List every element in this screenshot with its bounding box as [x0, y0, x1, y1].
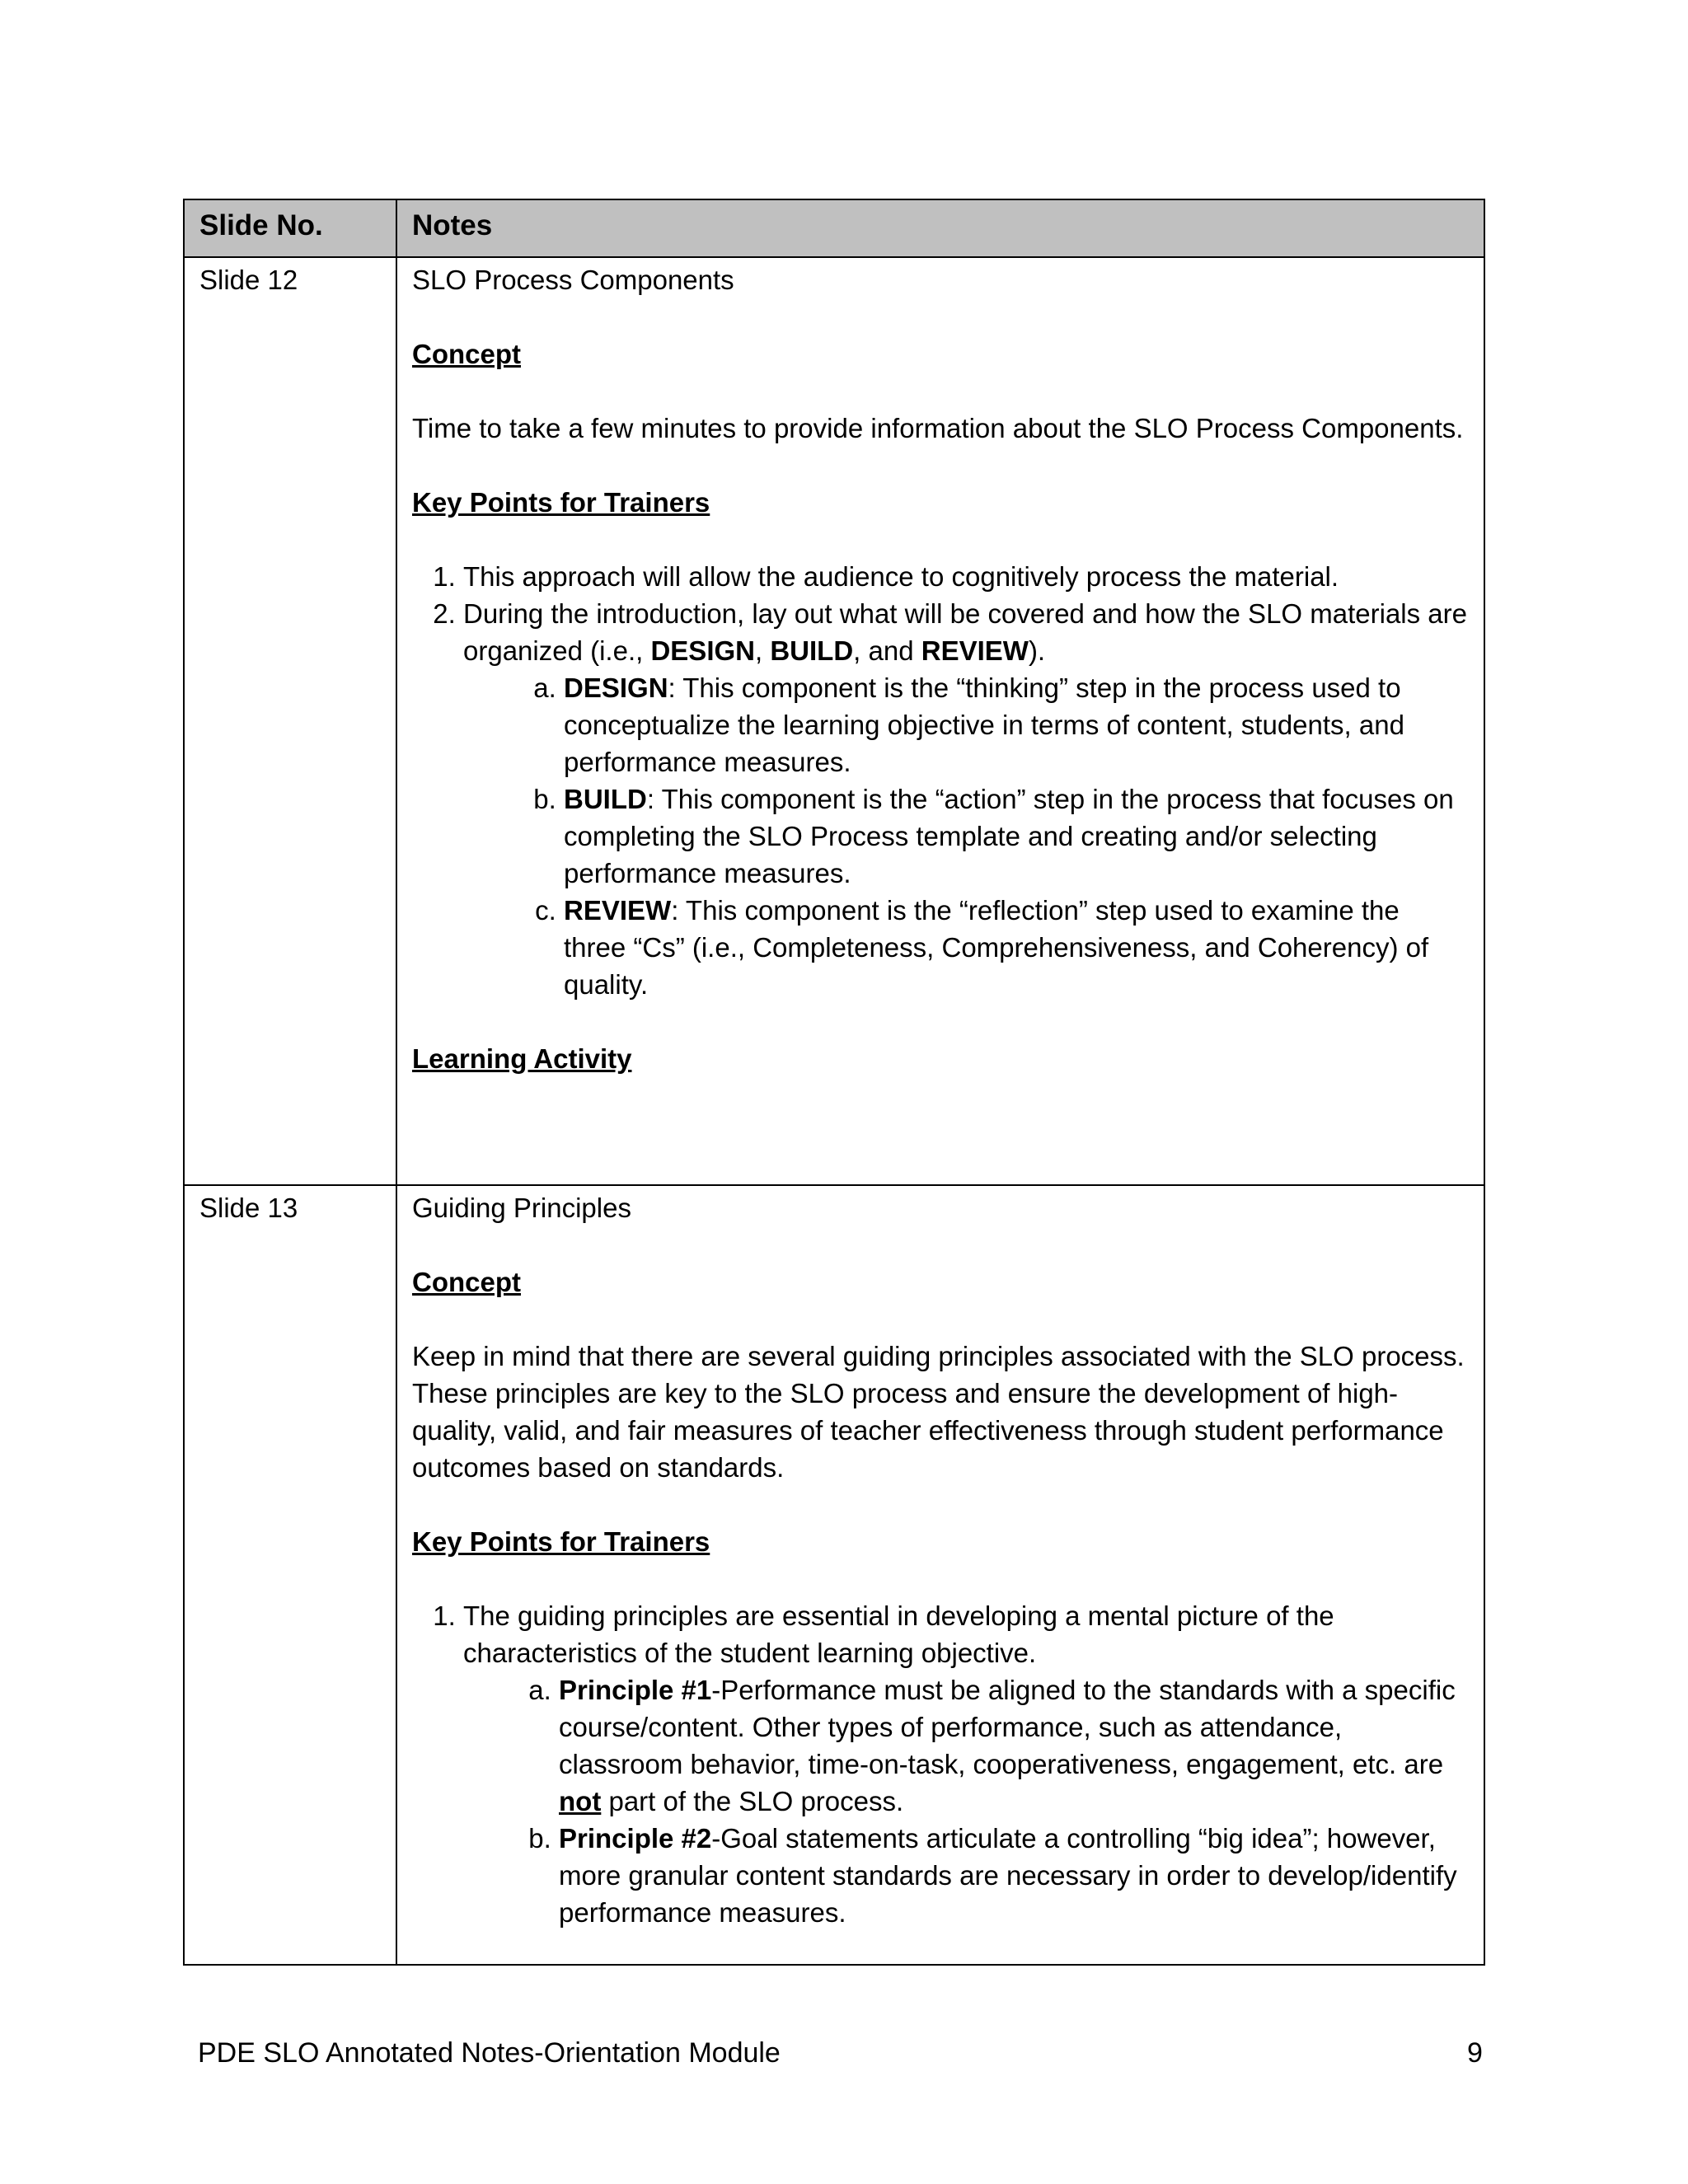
- concept-text: Keep in mind that there are several guiding principles associated with the SLO process. These principles are key to the SLO process and ensure the development of high-quality, valid, and fair measures of teacher effectiveness through student performance outcomes based on standards.: [412, 1341, 1465, 1483]
- list-item: b. BUILD: This component is the “action” step in the process that focuses on completing the SLO Process template and creating and/or selecting performance measures.: [564, 780, 1469, 892]
- key-points-heading: Key Points for Trainers: [412, 1526, 710, 1557]
- concept-heading: Concept: [412, 1267, 521, 1297]
- notes-cell: [396, 1185, 1484, 1965]
- notes-table: [183, 199, 1485, 1966]
- table-row: [184, 257, 1484, 1185]
- key-points-list: [412, 1597, 1469, 1931]
- list-item: 1. This approach will allow the audience to cognitively process the material.: [463, 558, 1469, 595]
- footer-title: PDE SLO Annotated Notes-Orientation Module: [198, 2037, 781, 2069]
- header-slide-no: Slide No.: [184, 199, 396, 257]
- concept-heading: Concept: [412, 339, 521, 369]
- list-item: 1. The guiding principles are essential in developing a mental picture of the characteristics of the student learning objective. a. Principle #1-Performance must be aligned to the standards with a specific course/content. Other types of performance, such as attendance, classroom behavior, time-on-task, cooperativeness, engagement, etc. are not part of the SLO process. b. Principle #2-Goal statements articulate a controlling “big idea”; however, more granular content standards are necessary in order to develop/identify performance measures.: [463, 1597, 1469, 1931]
- list-item: 2. During the introduction, lay out what will be covered and how the SLO materials are organized (i.e., DESIGN, BUILD, and REVIEW). a. DESIGN: This component is the “thinking” step in the process used to conceptualize the learning objective in terms of content, students, and performance measures. b. BUILD: This component is the “action” step in the process that focuses on completing the SLO Process template and creating and/or selecting performance measures. c. REVIEW: This component is the “reflection” step used to examine the three “Cs” (i.e., Completeness, Comprehensiveness, and Coherency) of quality.: [463, 595, 1469, 1003]
- sub-list: [463, 669, 1469, 1003]
- learning-activity-heading: Learning Activity: [412, 1043, 632, 1074]
- concept-text: Time to take a few minutes to provide information about the SLO Process Components.: [412, 413, 1464, 443]
- sub-list: [463, 1671, 1469, 1931]
- slide-number: Slide 13: [184, 1185, 396, 1965]
- table-row: [184, 1185, 1484, 1965]
- notes-cell: [396, 257, 1484, 1185]
- slide-number: Slide 12: [184, 257, 396, 1185]
- key-points-list: [412, 558, 1469, 1003]
- page-number: 9: [1467, 2037, 1483, 2069]
- slide-title: Guiding Principles: [412, 1193, 631, 1223]
- header-notes: Notes: [396, 199, 1484, 257]
- table-header-row: [184, 199, 1484, 257]
- list-item: a. DESIGN: This component is the “thinking” step in the process used to conceptualize the learning objective in terms of content, students, and performance measures.: [564, 669, 1469, 780]
- list-item: a. Principle #1-Performance must be aligned to the standards with a specific course/content. Other types of performance, such as attendance, classroom behavior, time-on-task, cooperativeness, engagement, etc. are not part of the SLO process.: [559, 1671, 1469, 1820]
- key-points-heading: Key Points for Trainers: [412, 487, 710, 518]
- list-item: b. Principle #2-Goal statements articulate a controlling “big idea”; however, more granular content standards are necessary in order to develop/identify performance measures.: [559, 1820, 1469, 1931]
- slide-title: SLO Process Components: [412, 265, 734, 295]
- list-item: c. REVIEW: This component is the “reflection” step used to examine the three “Cs” (i.e., Completeness, Comprehensiveness, and Coherency) of quality.: [564, 892, 1469, 1003]
